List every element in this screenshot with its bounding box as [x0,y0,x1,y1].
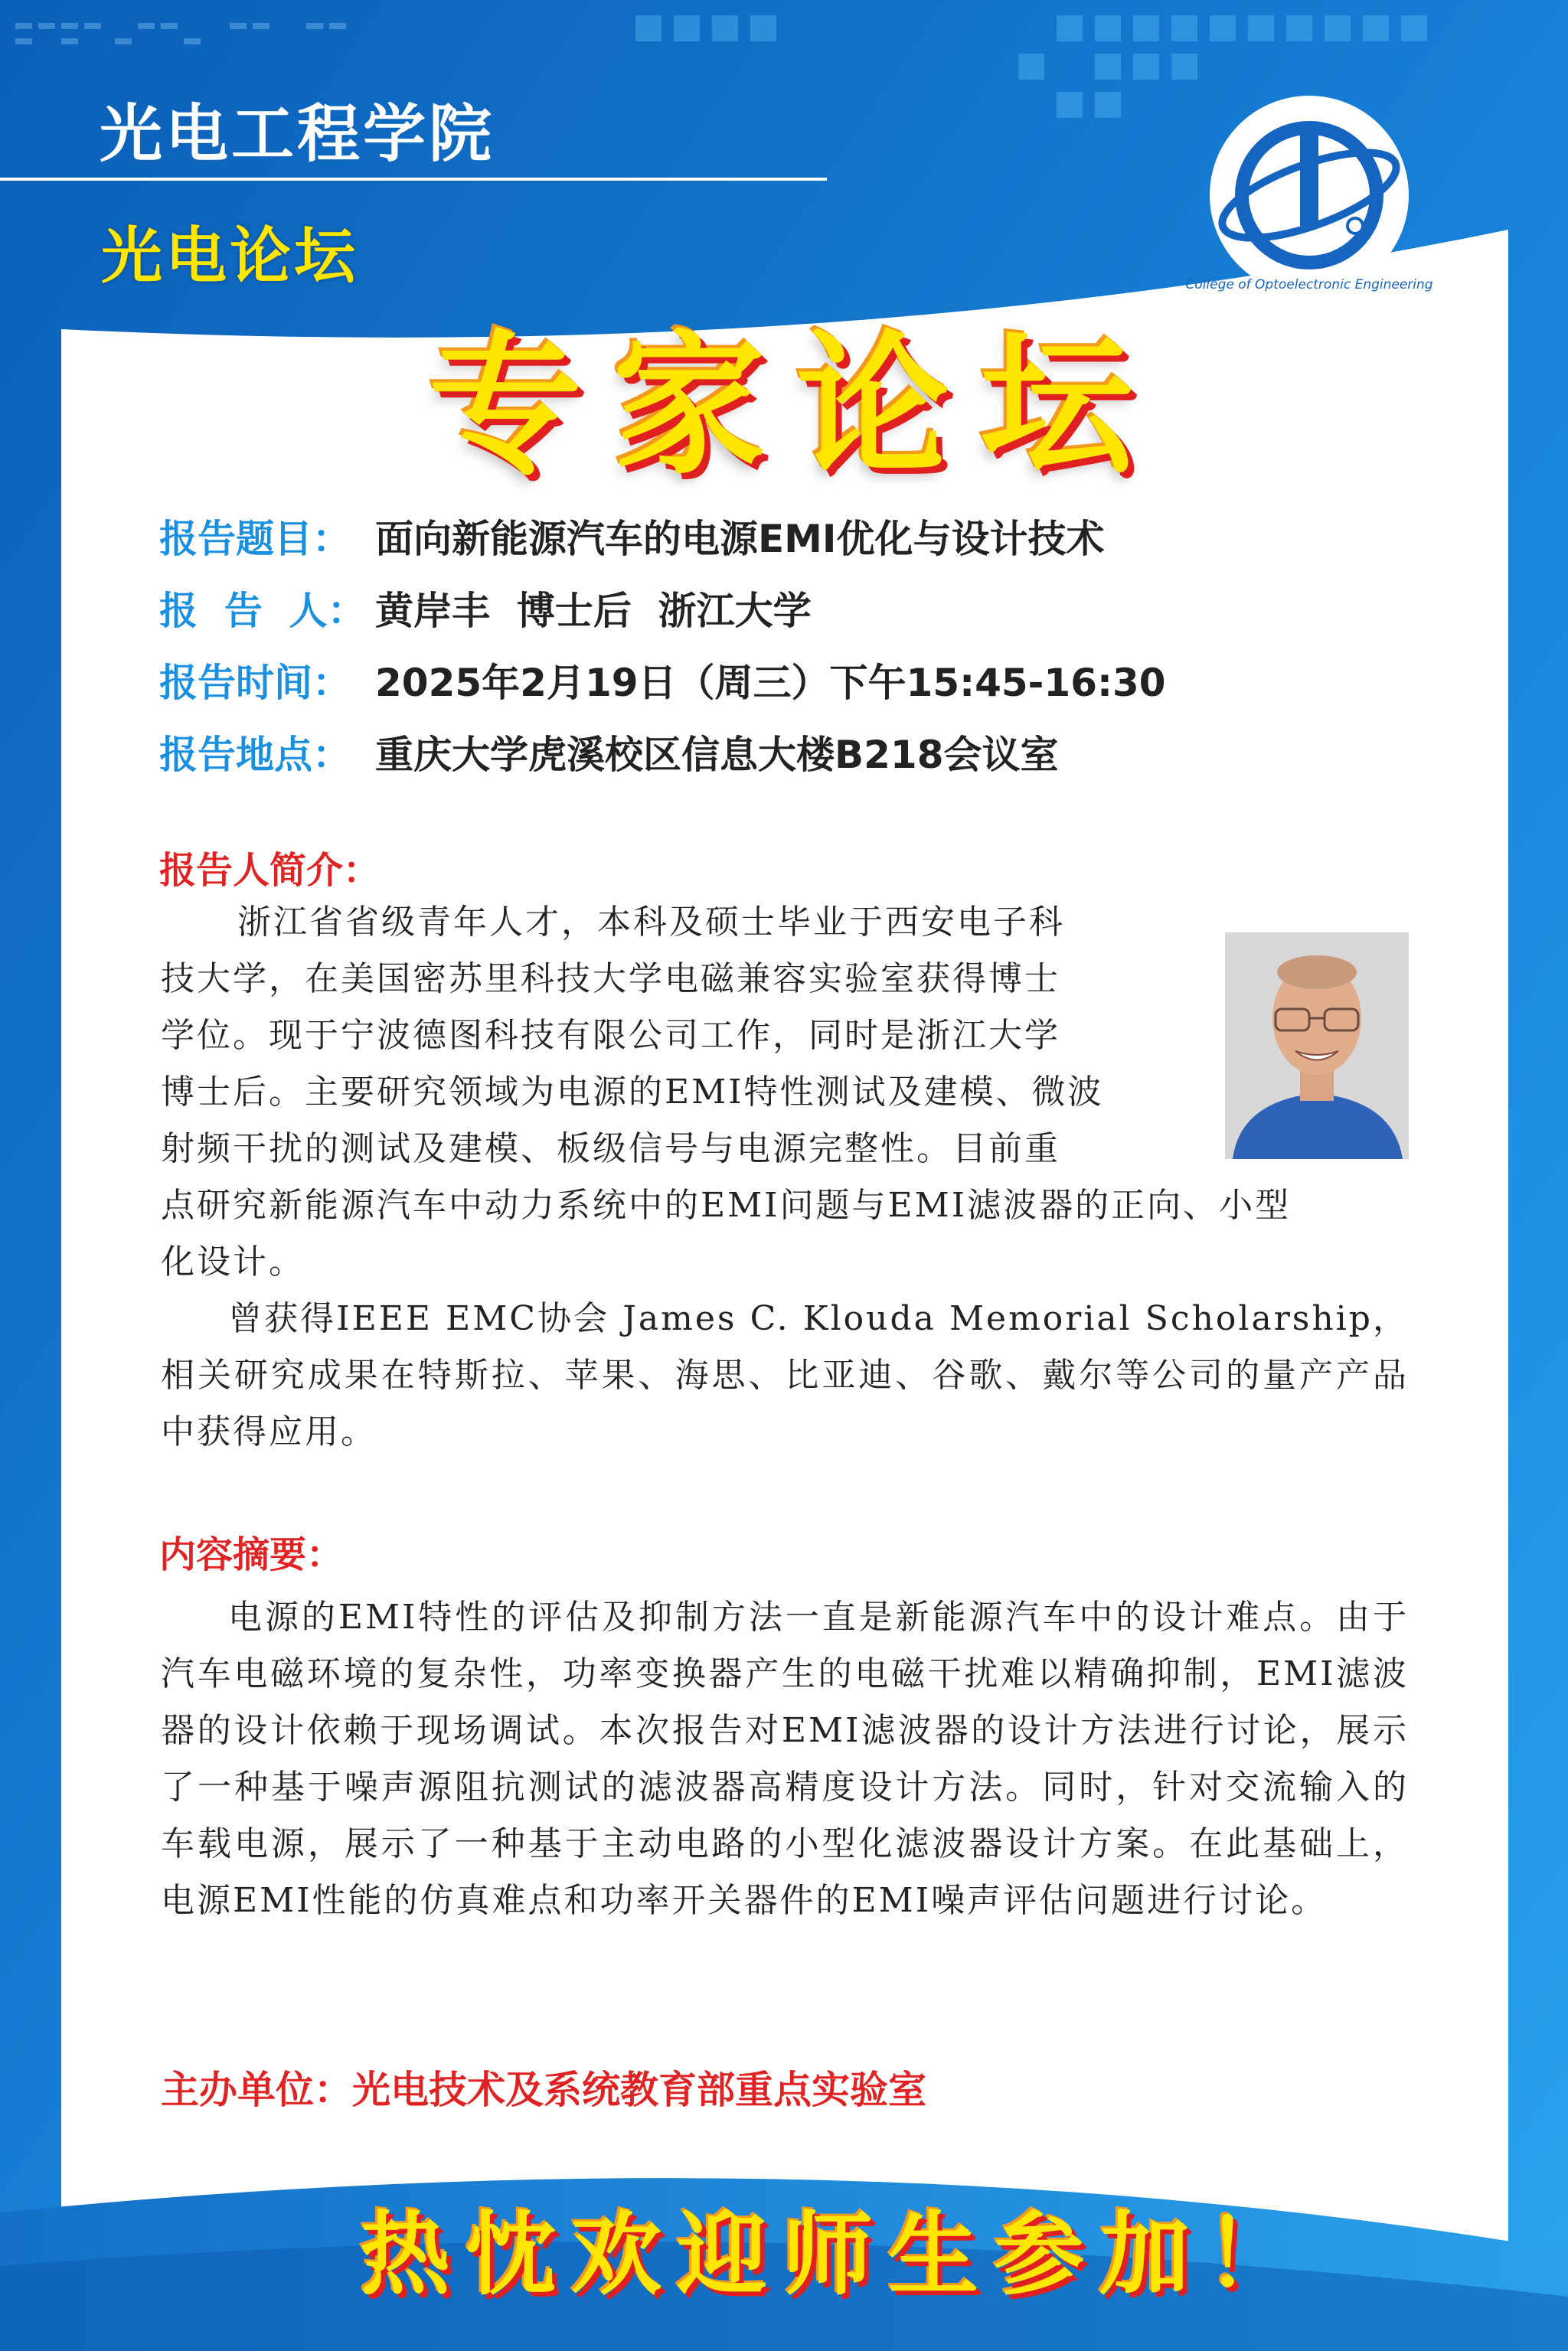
info-row-time [159,652,1166,713]
logo-text: College of Optoelectronic Engineering [1185,277,1433,292]
abstract-heading: 内容摘要： [159,1533,344,1576]
info-label: 报告地点： [159,733,351,777]
speaker-photo [1225,932,1409,1159]
info-value: 重庆大学虎溪校区信息大楼B218会议室 [375,733,1059,777]
college-name: 光电工程学院 [100,98,495,171]
info-label: 报告题目： [159,517,351,561]
bio-line: 化设计。 [161,1242,305,1282]
abstract-text: 电源的EMI特性的评估及抑制方法一直是新能源汽车中的设计难点。由于汽车电磁环境的复杂性，功率变换器产生的电磁干扰难以精确抑制，EMI滤波器的设计依赖于现场调试。本次报告对EMI滤波器的设计方法进行讨论，展示了一种基于噪声源阻抗测试的滤波器高精度设计方法。同时，针对交流输入的车载电源，展示了一种基于主动电路的小型化滤波器设计方案。在此基础上，电源EMI性能的仿真难点和功率开关器件的EMI噪声评估问题进行讨论。 [161,1598,1409,1920]
bio-line: 学位。现于宁波德图科技有限公司工作，同时是浙江大学 [161,1016,1060,1055]
info-label: 报告时间： [159,661,351,705]
bio-line: 博士后。主要研究领域为电源的EMI特性测试及建模、微波 [161,1073,1104,1112]
forum-title: 光电论坛 [101,220,358,292]
host-organization: 主办单位：光电技术及系统教育部重点实验室 [161,2068,926,2112]
info-row-topic [159,508,1105,570]
bio-line: 射频干扰的测试及建模、板级信号与电源完整性。目前重 [161,1129,1060,1168]
info-value: 黄岸丰 博士后 浙江大学 [375,589,812,633]
bio-awards: 曾获得IEEE EMC协会 James C. Klouda Memorial Scholarship，相关研究成果在特斯拉、苹果、海思、比亚迪、谷歌、戴尔等公司的量产产品中获得应用。 [161,1299,1409,1451]
bio-line: 技大学，在美国密苏里科技大学电磁兼容实验室获得博士 [161,959,1060,998]
welcome-banner: 热忱欢迎师生参加！ [360,2201,1312,2307]
info-value: 2025年2月19日（周三）下午15:45-16:30 [375,661,1166,705]
info-value: 面向新能源汽车的电源EMI优化与设计技术 [375,517,1105,561]
bio-paragraph-1-cont [161,1177,1409,1291]
bio-line: 点研究新能源汽车中动力系统中的EMI问题与EMI滤波器的正向、小型 [161,1186,1292,1225]
info-row-speaker [159,580,812,642]
info-row-location [159,724,1058,785]
bio-heading: 报告人简介： [159,849,381,892]
expert-forum-banner: 专家论坛 [429,315,1165,495]
info-label: 报 告 人： [159,589,366,633]
college-logo [1185,88,1433,302]
bio-paragraph-1 [161,894,1210,1177]
bio-paragraph-2 [161,1291,1409,1461]
bio-line: 浙江省省级青年人才，本科及硕士毕业于西安电子科 [237,903,1065,942]
abstract-paragraph [161,1589,1409,1929]
